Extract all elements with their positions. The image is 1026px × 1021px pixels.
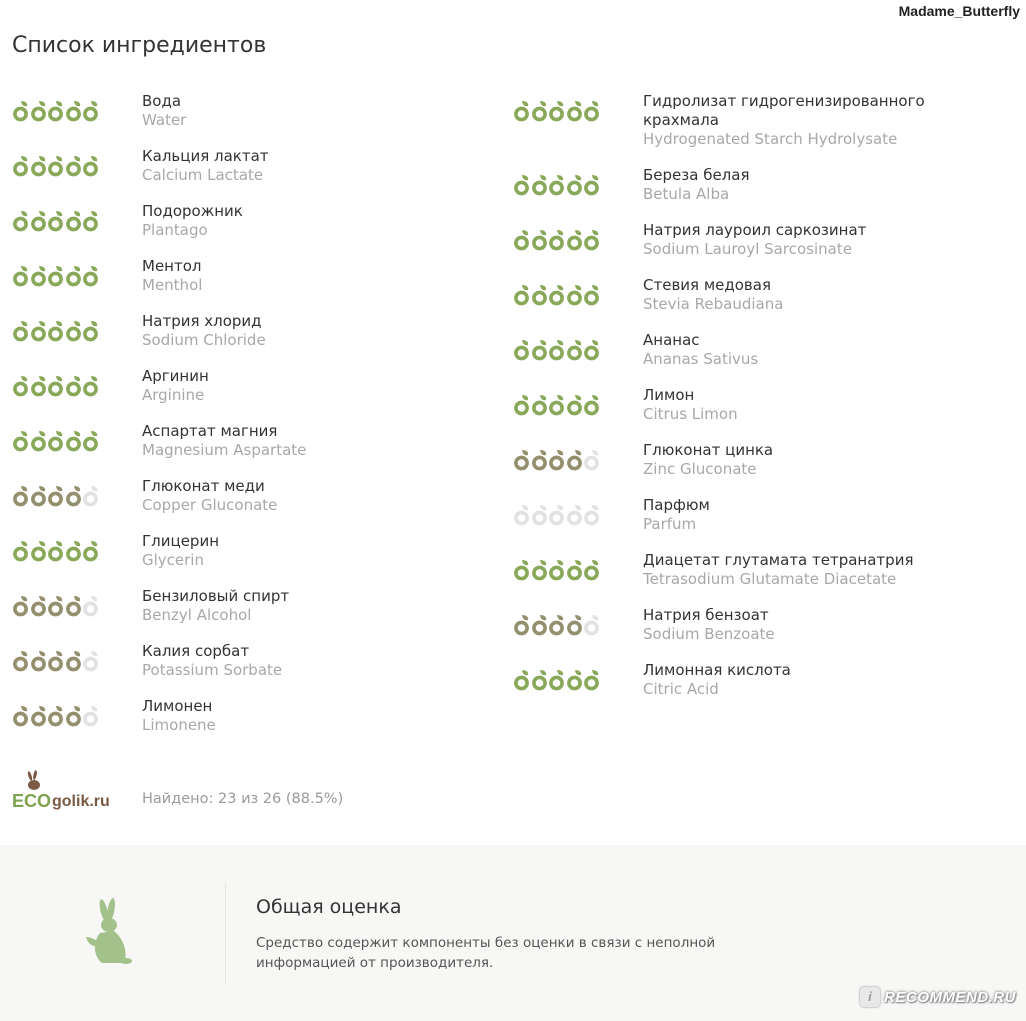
rating-drop-icon [548, 100, 565, 122]
ingredient-names [142, 312, 502, 350]
ingredient-name-ru: Ананас [643, 331, 700, 349]
ingredient-name-ru: Береза белая [643, 166, 750, 184]
ingredient-name-ru: Подорожник [142, 202, 243, 220]
rating-drop-icon [47, 100, 64, 122]
ingredient-name-ru: Гидролизат гидрогенизированного крахмала [643, 92, 925, 129]
ingredient-name-en: Parfum [643, 515, 697, 533]
rating-drops [513, 559, 601, 581]
rating-drop-icon [47, 375, 64, 397]
ingredient-name-ru: Бензиловый спирт [142, 587, 290, 605]
ingredient-name-en: Glycerin [142, 551, 204, 569]
ingredient-name-en: Betula Alba [643, 185, 730, 203]
ingredient-names [142, 202, 502, 240]
ingredient-name-ru: Лимонен [142, 697, 213, 715]
ingredient-names [643, 661, 1003, 699]
rating-drop-icon [548, 504, 565, 526]
rating-drop-icon [30, 650, 47, 672]
ingredient-name-en: Stevia Rebaudiana [643, 295, 784, 313]
rating-drops [513, 669, 601, 691]
ingredient-name-ru: Глюконат цинка [643, 441, 774, 459]
rating-drop-icon [531, 229, 548, 251]
rating-drop-icon [513, 614, 530, 636]
rating-drop-icon [12, 485, 29, 507]
ingredient-name-en: Zinc Gluconate [643, 460, 757, 478]
ingredient-name-ru: Аспартат магния [142, 422, 278, 440]
ingredient-name-en: Tetrasodium Glutamate Diacetate [643, 570, 897, 588]
rating-drop-icon [548, 174, 565, 196]
rating-drop-icon [548, 559, 565, 581]
ingredient-name-ru: Парфюм [643, 496, 710, 514]
rating-drop-icon [583, 614, 600, 636]
rating-drop-icon [531, 504, 548, 526]
ecogolik-logo[interactable] [12, 770, 127, 814]
rating-drop-icon [531, 339, 548, 361]
rating-drop-icon [47, 485, 64, 507]
rating-drop-icon [513, 559, 530, 581]
rating-drop-icon [531, 284, 548, 306]
rating-drops [12, 210, 100, 232]
summary-divider [225, 883, 226, 983]
rating-drop-icon [47, 265, 64, 287]
ingredient-name-en: Copper Gluconate [142, 496, 278, 514]
rating-drop-icon [65, 430, 82, 452]
ingredient-names [643, 331, 1003, 369]
rating-drops [12, 265, 100, 287]
rating-drop-icon [566, 394, 583, 416]
found-count: Найдено: 23 из 26 (88.5%) [142, 791, 344, 807]
rating-drop-icon [30, 320, 47, 342]
rating-drop-icon [548, 284, 565, 306]
rating-drop-icon [12, 375, 29, 397]
rating-drops [12, 705, 100, 727]
ingredient-name-en: Citric Acid [643, 680, 719, 698]
rating-drop-icon [531, 394, 548, 416]
rating-drop-icon [531, 614, 548, 636]
rating-drop-icon [12, 320, 29, 342]
rating-drop-icon [583, 284, 600, 306]
ingredient-name-en: Potassium Sorbate [142, 661, 283, 679]
rating-drop-icon [65, 595, 82, 617]
rating-drop-icon [65, 705, 82, 727]
rating-drops [513, 284, 601, 306]
rating-drop-icon [531, 559, 548, 581]
ingredient-name-ru: Натрия бензоат [643, 606, 769, 624]
ingredient-name-en: Sodium Lauroyl Sarcosinate [643, 240, 852, 258]
rating-drop-icon [65, 540, 82, 562]
rating-drop-icon [583, 669, 600, 691]
rating-drop-icon [30, 210, 47, 232]
ingredient-name-en: Hydrogenated Starch Hydrolysate [643, 130, 898, 148]
rating-drop-icon [566, 504, 583, 526]
rating-drop-icon [82, 265, 99, 287]
rating-drops [12, 375, 100, 397]
rating-drop-icon [12, 210, 29, 232]
rating-drops [12, 100, 100, 122]
rating-drop-icon [566, 174, 583, 196]
rating-drop-icon [548, 339, 565, 361]
rating-drop-icon [583, 394, 600, 416]
rating-drop-icon [566, 100, 583, 122]
rating-drop-icon [566, 669, 583, 691]
rating-drop-icon [12, 155, 29, 177]
username[interactable]: Madame_Butterfly [898, 3, 1020, 19]
rating-drop-icon [65, 210, 82, 232]
ingredient-name-ru: Стевия медовая [643, 276, 771, 294]
ingredient-name-ru: Глюконат меди [142, 477, 265, 495]
ingredient-names [643, 551, 1003, 589]
ingredient-names [142, 367, 502, 405]
rating-drop-icon [47, 210, 64, 232]
rating-drop-icon [531, 174, 548, 196]
ingredient-names [142, 697, 502, 735]
rating-drop-icon [47, 705, 64, 727]
rating-drops [12, 540, 100, 562]
logo-eco-text: ECO [12, 791, 52, 811]
ingredient-names [643, 276, 1003, 314]
rating-drops [12, 650, 100, 672]
ingredient-name-ru: Натрия лауроил саркозинат [643, 221, 867, 239]
ingredient-name-ru: Натрия хлорид [142, 312, 262, 330]
recommend-watermark-text: RECOMMEND.RU [884, 988, 1016, 1006]
rating-drop-icon [30, 705, 47, 727]
hare-icon [80, 897, 140, 969]
rating-drop-icon [82, 375, 99, 397]
rating-drop-icon [583, 559, 600, 581]
ecogolik-footer [12, 770, 412, 814]
rating-drop-icon [65, 320, 82, 342]
ingredient-names [643, 166, 1003, 204]
rating-drop-icon [47, 320, 64, 342]
ingredient-name-ru: Лимонная кислота [643, 661, 791, 679]
ingredient-names [142, 477, 502, 515]
rating-drop-icon [47, 430, 64, 452]
rating-drop-icon [513, 394, 530, 416]
ingredient-name-en: Menthol [142, 276, 203, 294]
rating-drop-icon [566, 559, 583, 581]
rating-drop-icon [513, 449, 530, 471]
ingredient-names [643, 441, 1003, 479]
rating-drop-icon [65, 100, 82, 122]
ingredient-names [142, 422, 502, 460]
rating-drops [12, 320, 100, 342]
ingredient-names [142, 532, 502, 570]
rating-drop-icon [65, 375, 82, 397]
ingredient-name-ru: Вода [142, 92, 182, 110]
ingredient-names [142, 147, 502, 185]
rating-drop-icon [82, 210, 99, 232]
rating-drop-icon [30, 540, 47, 562]
rating-drops [12, 155, 100, 177]
rating-drops [513, 339, 601, 361]
ingredient-name-en: Plantago [142, 221, 208, 239]
rating-drop-icon [30, 265, 47, 287]
rating-drop-icon [30, 485, 47, 507]
ingredient-name-en: Sodium Chloride [142, 331, 266, 349]
rating-drop-icon [513, 339, 530, 361]
rating-drop-icon [65, 485, 82, 507]
rating-drops [513, 100, 601, 122]
recommend-logo-icon: i [860, 987, 880, 1007]
ingredient-name-ru: Ментол [142, 257, 202, 275]
rating-drop-icon [12, 705, 29, 727]
ingredient-name-en: Limonene [142, 716, 216, 734]
rating-drop-icon [30, 595, 47, 617]
rating-drop-icon [65, 155, 82, 177]
ingredient-name-ru: Диацетат глутамата тетранатрия [643, 551, 914, 569]
ingredient-name-en: Water [142, 111, 187, 129]
ingredient-name-en: Benzyl Alcohol [142, 606, 252, 624]
ingredient-names [142, 92, 502, 130]
rating-drop-icon [82, 430, 99, 452]
rating-drop-icon [47, 595, 64, 617]
rating-drop-icon [82, 540, 99, 562]
logo-golik-text: golik.ru [52, 793, 110, 810]
rating-drop-icon [583, 174, 600, 196]
rating-drop-icon [82, 100, 99, 122]
rating-drop-icon [513, 229, 530, 251]
rating-drop-icon [548, 449, 565, 471]
rating-drop-icon [548, 229, 565, 251]
ingredient-name-ru: Кальция лактат [142, 147, 269, 165]
ingredient-names [643, 386, 1003, 424]
rating-drops [513, 614, 601, 636]
rabbit-logo-icon [27, 770, 40, 790]
rating-drop-icon [583, 339, 600, 361]
rating-drop-icon [82, 705, 99, 727]
rating-drop-icon [30, 155, 47, 177]
rating-drops [513, 449, 601, 471]
rating-drop-icon [583, 229, 600, 251]
rating-drop-icon [30, 100, 47, 122]
rating-drop-icon [531, 669, 548, 691]
ingredient-names [142, 257, 502, 295]
rating-drop-icon [12, 100, 29, 122]
rating-drop-icon [30, 375, 47, 397]
ingredient-names [643, 221, 1003, 259]
rating-drop-icon [82, 485, 99, 507]
rating-drop-icon [531, 449, 548, 471]
summary-text: Средство содержит компоненты без оценки в связи с неполной информацией от производителя. [256, 935, 716, 971]
rating-drop-icon [566, 284, 583, 306]
page-title: Список ингредиентов [12, 33, 267, 58]
rating-drop-icon [65, 265, 82, 287]
rating-drop-icon [12, 595, 29, 617]
ingredient-name-en: Calcium Lactate [142, 166, 264, 184]
ingredient-name-ru: Лимон [643, 386, 695, 404]
rating-drops [513, 174, 601, 196]
ingredient-names [643, 606, 1003, 644]
rating-drop-icon [566, 614, 583, 636]
rating-drop-icon [65, 650, 82, 672]
ingredient-names [643, 496, 1003, 534]
ingredient-names [643, 92, 1003, 149]
rating-drop-icon [82, 595, 99, 617]
ingredient-name-ru: Калия сорбат [142, 642, 250, 660]
rating-drop-icon [82, 320, 99, 342]
rating-drop-icon [583, 100, 600, 122]
rating-drop-icon [548, 394, 565, 416]
recommend-watermark [860, 987, 1016, 1007]
rating-drop-icon [566, 339, 583, 361]
rating-drops [12, 485, 100, 507]
rating-drops [513, 229, 601, 251]
ingredient-name-en: Magnesium Aspartate [142, 441, 307, 459]
rating-drop-icon [47, 650, 64, 672]
rating-drops [513, 394, 601, 416]
summary-title: Общая оценка [256, 896, 402, 918]
rating-drop-icon [548, 669, 565, 691]
rating-drop-icon [513, 284, 530, 306]
rating-drop-icon [12, 650, 29, 672]
rating-drop-icon [583, 504, 600, 526]
rating-drops [12, 595, 100, 617]
ingredient-name-ru: Аргинин [142, 367, 209, 385]
rating-drop-icon [82, 650, 99, 672]
ingredient-names [142, 642, 502, 680]
rating-drop-icon [513, 504, 530, 526]
ingredient-name-en: Citrus Limon [643, 405, 738, 423]
rating-drop-icon [12, 265, 29, 287]
rating-drops [12, 430, 100, 452]
rating-drop-icon [531, 100, 548, 122]
rating-drop-icon [47, 540, 64, 562]
ingredient-name-en: Sodium Benzoate [643, 625, 775, 643]
rating-drop-icon [583, 449, 600, 471]
rating-drop-icon [513, 100, 530, 122]
rating-drop-icon [82, 155, 99, 177]
rating-drops [513, 504, 601, 526]
rating-drop-icon [12, 540, 29, 562]
rating-drop-icon [47, 155, 64, 177]
rating-drop-icon [566, 229, 583, 251]
rating-drop-icon [30, 430, 47, 452]
ingredient-name-ru: Глицерин [142, 532, 219, 550]
ingredient-name-en: Ananas Sativus [643, 350, 759, 368]
rating-drop-icon [566, 449, 583, 471]
ingredient-name-en: Arginine [142, 386, 205, 404]
ingredient-names [142, 587, 502, 625]
rating-drop-icon [513, 669, 530, 691]
rating-drop-icon [513, 174, 530, 196]
rating-drop-icon [12, 430, 29, 452]
rating-drop-icon [548, 614, 565, 636]
